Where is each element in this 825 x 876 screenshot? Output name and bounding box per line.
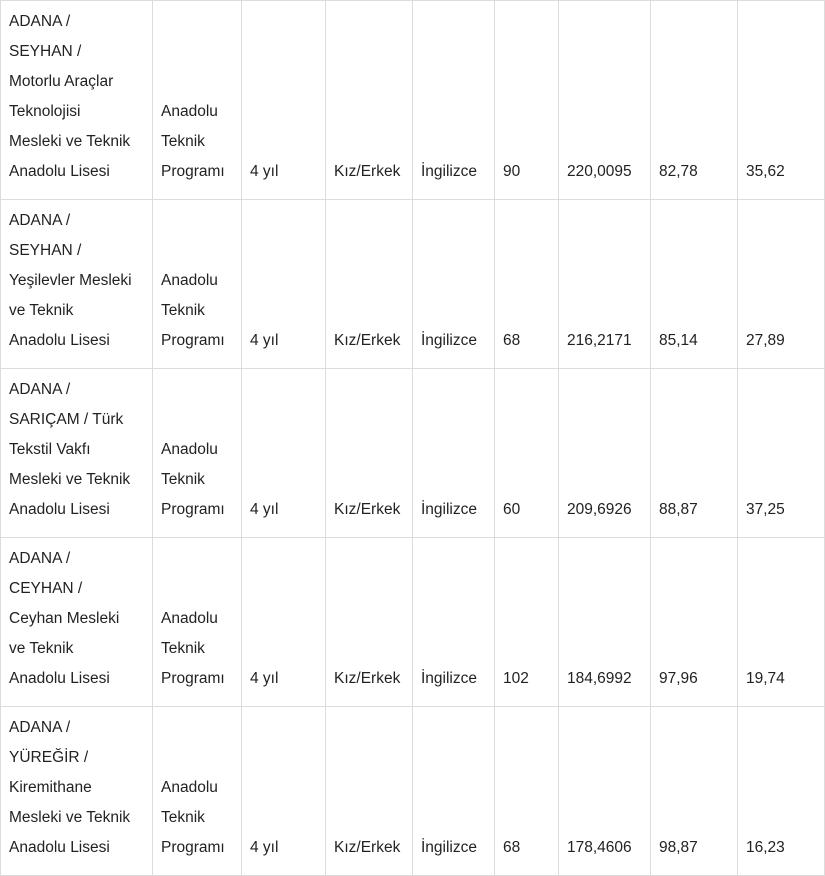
program-cell	[153, 369, 242, 538]
school-name-cell	[1, 707, 153, 876]
school-name-line: Anadolu Lisesi	[9, 163, 110, 180]
school-name-line: YÜREĞİR /	[9, 749, 89, 766]
table-row	[1, 538, 825, 707]
quota-cell: 60	[495, 369, 559, 538]
score-cell: 184,6992	[559, 538, 651, 707]
program-line: Anadolu	[161, 779, 218, 796]
percentile-cell: 85,14	[651, 200, 738, 369]
table-row	[1, 1, 825, 200]
school-name-line: SEYHAN /	[9, 242, 82, 259]
gender-cell: Kız/Erkek	[326, 538, 413, 707]
table-row	[1, 369, 825, 538]
score-cell: 220,0095	[559, 1, 651, 200]
language-cell: İngilizce	[413, 538, 495, 707]
program-cell	[153, 200, 242, 369]
language-cell: İngilizce	[413, 1, 495, 200]
school-name-line: Anadolu Lisesi	[9, 670, 110, 687]
school-name-line: Kiremithane	[9, 779, 92, 796]
school-name-line: Anadolu Lisesi	[9, 501, 110, 518]
program-line: Anadolu	[161, 103, 218, 120]
school-name-line: SEYHAN /	[9, 43, 82, 60]
school-name-line: Anadolu Lisesi	[9, 839, 110, 856]
program-line: Anadolu	[161, 610, 218, 627]
school-name-line: Tekstil Vakfı	[9, 441, 91, 458]
duration-cell: 4 yıl	[242, 200, 326, 369]
program-cell	[153, 1, 242, 200]
quota-cell: 68	[495, 200, 559, 369]
gender-cell: Kız/Erkek	[326, 369, 413, 538]
gender-cell: Kız/Erkek	[326, 200, 413, 369]
table-row	[1, 200, 825, 369]
school-name-line: Ceyhan Mesleki	[9, 610, 120, 627]
table-row	[1, 707, 825, 876]
program-line: Programı	[161, 332, 225, 349]
school-name-line: Teknolojisi	[9, 103, 81, 120]
program-line: Anadolu	[161, 441, 218, 458]
school-name-line: ADANA /	[9, 381, 71, 398]
school-name-cell	[1, 538, 153, 707]
score-cell: 216,2171	[559, 200, 651, 369]
value-cell: 37,25	[738, 369, 825, 538]
school-name-line: CEYHAN /	[9, 580, 83, 597]
school-name-line: Mesleki ve Teknik	[9, 809, 131, 826]
value-cell: 19,74	[738, 538, 825, 707]
value-cell: 35,62	[738, 1, 825, 200]
gender-cell: Kız/Erkek	[326, 707, 413, 876]
value-cell: 16,23	[738, 707, 825, 876]
percentile-cell: 88,87	[651, 369, 738, 538]
percentile-cell: 97,96	[651, 538, 738, 707]
program-cell	[153, 707, 242, 876]
school-name-line: SARIÇAM / Türk	[9, 411, 124, 428]
school-name-line: ve Teknik	[9, 640, 74, 657]
quota-cell: 68	[495, 707, 559, 876]
percentile-cell: 82,78	[651, 1, 738, 200]
score-cell: 209,6926	[559, 369, 651, 538]
program-line: Teknik	[161, 471, 205, 488]
school-name-line: ADANA /	[9, 212, 71, 229]
quota-cell: 102	[495, 538, 559, 707]
gender-cell: Kız/Erkek	[326, 1, 413, 200]
duration-cell: 4 yıl	[242, 538, 326, 707]
duration-cell: 4 yıl	[242, 707, 326, 876]
program-line: Programı	[161, 670, 225, 687]
percentile-cell: 98,87	[651, 707, 738, 876]
school-name-line: Mesleki ve Teknik	[9, 471, 131, 488]
value-cell: 27,89	[738, 200, 825, 369]
school-name-line: Anadolu Lisesi	[9, 332, 110, 349]
program-cell	[153, 538, 242, 707]
school-name-line: ADANA /	[9, 719, 71, 736]
score-cell: 178,4606	[559, 707, 651, 876]
program-line: Teknik	[161, 809, 205, 826]
quota-cell: 90	[495, 1, 559, 200]
language-cell: İngilizce	[413, 707, 495, 876]
program-line: Teknik	[161, 640, 205, 657]
duration-cell: 4 yıl	[242, 369, 326, 538]
school-name-line: Mesleki ve Teknik	[9, 133, 131, 150]
school-name-line: Motorlu Araçlar	[9, 73, 114, 90]
school-name-cell	[1, 369, 153, 538]
school-name-cell	[1, 200, 153, 369]
school-name-line: ADANA /	[9, 550, 71, 567]
program-line: Teknik	[161, 302, 205, 319]
language-cell: İngilizce	[413, 369, 495, 538]
program-line: Teknik	[161, 133, 205, 150]
school-name-line: Yeşilevler Mesleki	[9, 272, 132, 289]
program-line: Anadolu	[161, 272, 218, 289]
school-name-cell	[1, 1, 153, 200]
language-cell: İngilizce	[413, 200, 495, 369]
program-line: Programı	[161, 839, 225, 856]
table-body	[1, 1, 825, 876]
program-line: Programı	[161, 163, 225, 180]
program-line: Programı	[161, 501, 225, 518]
duration-cell: 4 yıl	[242, 1, 326, 200]
school-name-line: ve Teknik	[9, 302, 74, 319]
school-name-line: ADANA /	[9, 13, 71, 30]
